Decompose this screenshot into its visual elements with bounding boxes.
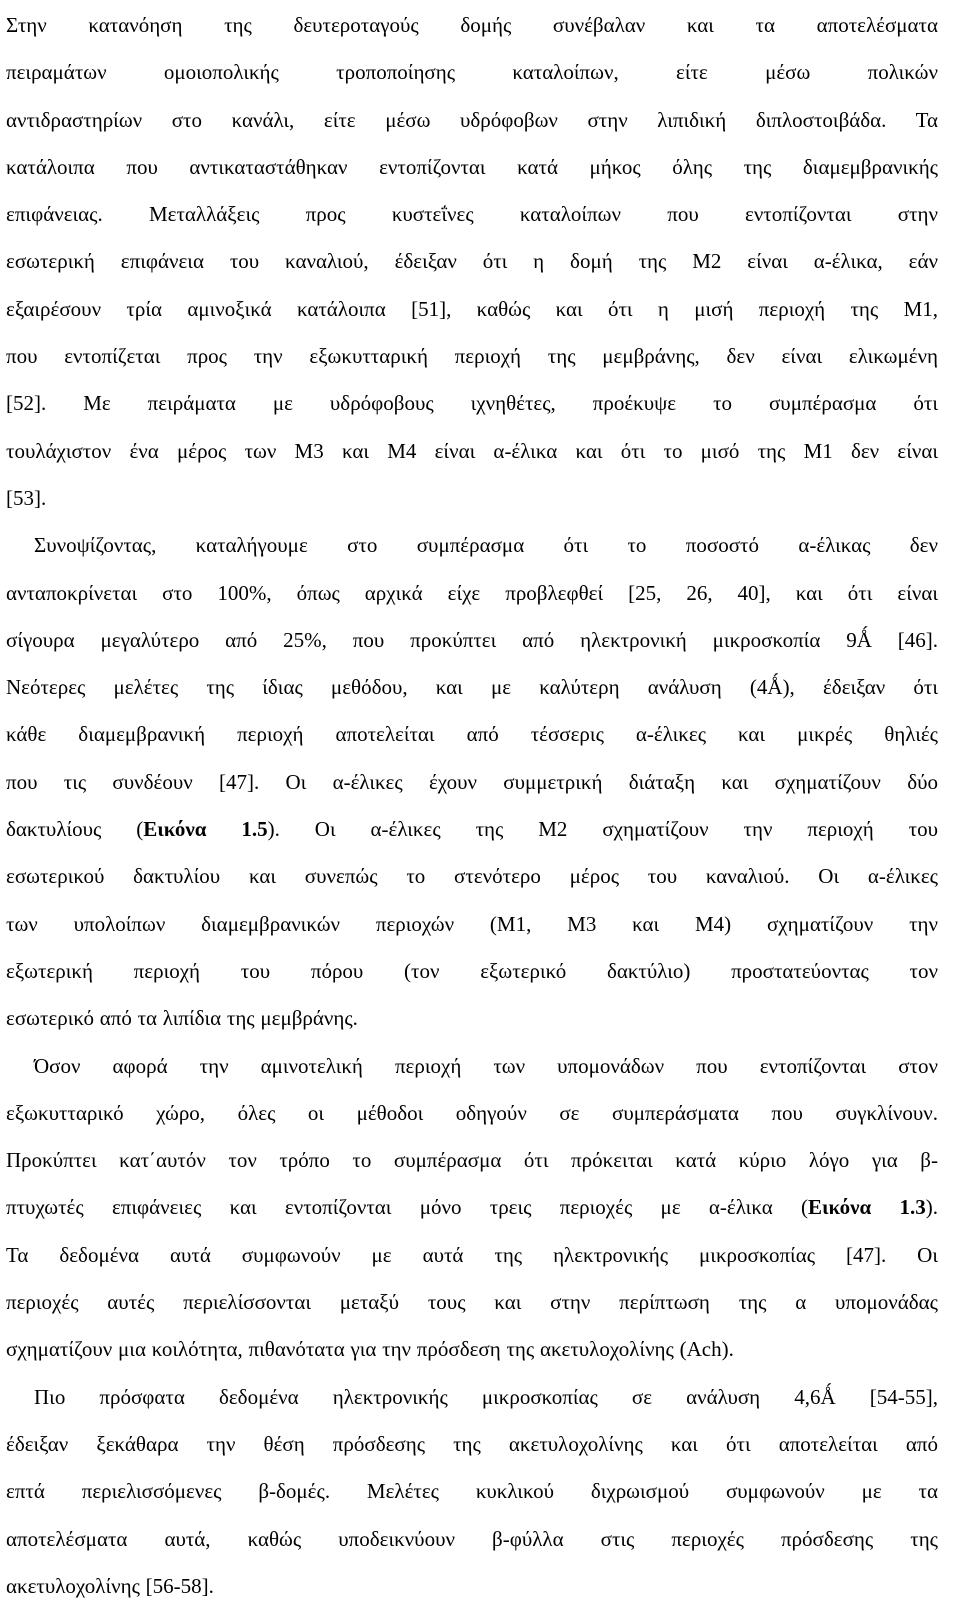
text-line: πειραμάτων ομοιοπολικής τροποποίησης καταλοίπων, είτε μέσω πολικών	[6, 60, 938, 85]
paragraph-secondary-structure	[6, 2, 938, 522]
text-line: ακετυλοχολίνης [56-58].	[6, 1573, 214, 1598]
text-line: που τις συνδέουν [47]. Οι α-έλικες έχουν συμμετρική διάταξη και σχηματίζουν δύο	[6, 769, 938, 794]
text-line: σχηματίζουν μια κοιλότητα, πιθανότατα για την πρόσδεση της ακετυλοχολίνης (Ach).	[6, 1337, 734, 1362]
text-fragment: δακτυλίους (	[6, 817, 144, 842]
text-line: εσωτερικού δακτυλίου και συνεπώς το στενότερο μέρος του καναλιού. Οι α-έλικες	[6, 864, 938, 889]
text-fragment: ). Οι α-έλικες της Μ2 σχηματίζουν την περιοχή του	[267, 817, 938, 842]
paragraph-summary	[6, 522, 938, 1042]
text-line: των υπολοίπων διαμεμβρανικών περιοχών (Μ1, Μ3 και Μ4) σχηματίζουν την	[6, 911, 938, 936]
text-fragment: πτυχωτές επιφάνειες και εντοπίζονται μόνο τρεις περιοχές με α-έλικα (	[6, 1195, 809, 1220]
text-line: σίγουρα μεγαλύτερο από 25%, που προκύπτει από ηλεκτρονική μικροσκοπία 9Ǻ [46].	[6, 627, 938, 652]
text-line: περιοχές αυτές περιελίσσονται μεταξύ τους και στην περίπτωση της α υπομονάδας	[6, 1290, 938, 1315]
text-line: Στην κατανόηση της δευτεροταγούς δομής συνέβαλαν και τα αποτελέσματα	[6, 13, 938, 37]
text-line: έδειξαν ξεκάθαρα την θέση πρόσδεσης της ακετυλοχολίνης και ότι αποτελείται από	[6, 1431, 938, 1456]
text-line	[6, 806, 938, 853]
text-line: κάθε διαμεμβρανική περιοχή αποτελείται από τέσσερις α-έλικες και μικρές θηλιές	[6, 722, 938, 747]
text-line: εξαιρέσουν τρία αμινοξικά κατάλοιπα [51], καθώς και ότι η μισή περιοχή της Μ1,	[6, 296, 938, 321]
text-line: Όσον αφορά την αμινοτελική περιοχή των υπομονάδων που εντοπίζονται στον	[34, 1053, 938, 1078]
text-line: εσωτερική επιφάνεια του καναλιού, έδειξαν ότι η δομή της Μ2 είναι α-έλικα, εάν	[6, 249, 938, 274]
text-line: εσωτερικό από τα λιπίδια της μεμβράνης.	[6, 1006, 358, 1031]
text-line: αποτελέσματα αυτά, καθώς υποδεικνύουν β-φύλλα στις περιοχές πρόσδεσης της	[6, 1526, 938, 1551]
text-line: εξωκυτταρικό χώρο, όλες οι μέθοδοι οδηγούν σε συμπεράσματα που συγκλίνουν.	[6, 1100, 938, 1125]
paragraph-recent-data	[6, 1374, 938, 1610]
text-line: επιφάνειας. Μεταλλάξεις προς κυστεΐνες καταλοίπων που εντοπίζονται στην	[6, 202, 938, 227]
text-line: επτά περιελισσόμενες β-δομές. Μελέτες κυκλικού διχρωισμού συμφωνούν με τα	[6, 1479, 938, 1504]
text-line	[6, 1184, 938, 1231]
text-line: Συνοψίζοντας, καταλήγουμε στο συμπέρασμα ότι το ποσοστό α-έλικας δεν	[34, 533, 938, 558]
text-fragment: ).	[925, 1195, 938, 1220]
text-line: τουλάχιστον ένα μέρος των Μ3 και Μ4 είναι α-έλικα και ότι το μισό της Μ1 δεν είναι	[6, 438, 938, 463]
text-line: κατάλοιπα που αντικαταστάθηκαν εντοπίζονται κατά μήκος όλης της διαμεμβρανικής	[6, 154, 938, 179]
figure-reference-1-5: Εικόνα 1.5	[143, 817, 268, 842]
text-line: ανταποκρίνεται στο 100%, όπως αρχικά είχε προβλεφθεί [25, 26, 40], και ότι είναι	[6, 580, 938, 605]
text-line: Τα δεδομένα αυτά συμφωνούν με αυτά της ηλεκτρονικής μικροσκοπίας [47]. Οι	[6, 1242, 938, 1267]
text-line: εξωτερική περιοχή του πόρου (τον εξωτερικό δακτύλιο) προστατεύοντας τον	[6, 958, 938, 983]
figure-reference-1-3: Εικόνα 1.3	[808, 1195, 926, 1220]
text-line: Νεότερες μελέτες της ίδιας μεθόδου, και με καλύτερη ανάλυση (4Ǻ), έδειξαν ότι	[6, 675, 938, 700]
text-line: Πιο πρόσφατα δεδομένα ηλεκτρονικής μικροσκοπίας σε ανάλυση 4,6Ǻ [54-55],	[34, 1384, 938, 1409]
text-line: αντιδραστηρίων στο κανάλι, είτε μέσω υδρόφοβων στην λιπιδική διπλοστοιβάδα. Τα	[6, 107, 938, 132]
text-line: που εντοπίζεται προς την εξωκυτταρική περιοχή της μεμβράνης, δεν είναι ελικωμένη	[6, 344, 938, 369]
text-line: [52]. Με πειράματα με υδρόφοβους ιχνηθέτες, προέκυψε το συμπέρασμα ότι	[6, 391, 938, 416]
text-line: Προκύπτει κατ΄αυτόν τον τρόπο το συμπέρασμα ότι πρόκειται κατά κύριο λόγο για β-	[6, 1148, 938, 1173]
paragraph-aminoterminal	[6, 1043, 938, 1374]
text-line: [53].	[6, 485, 47, 510]
